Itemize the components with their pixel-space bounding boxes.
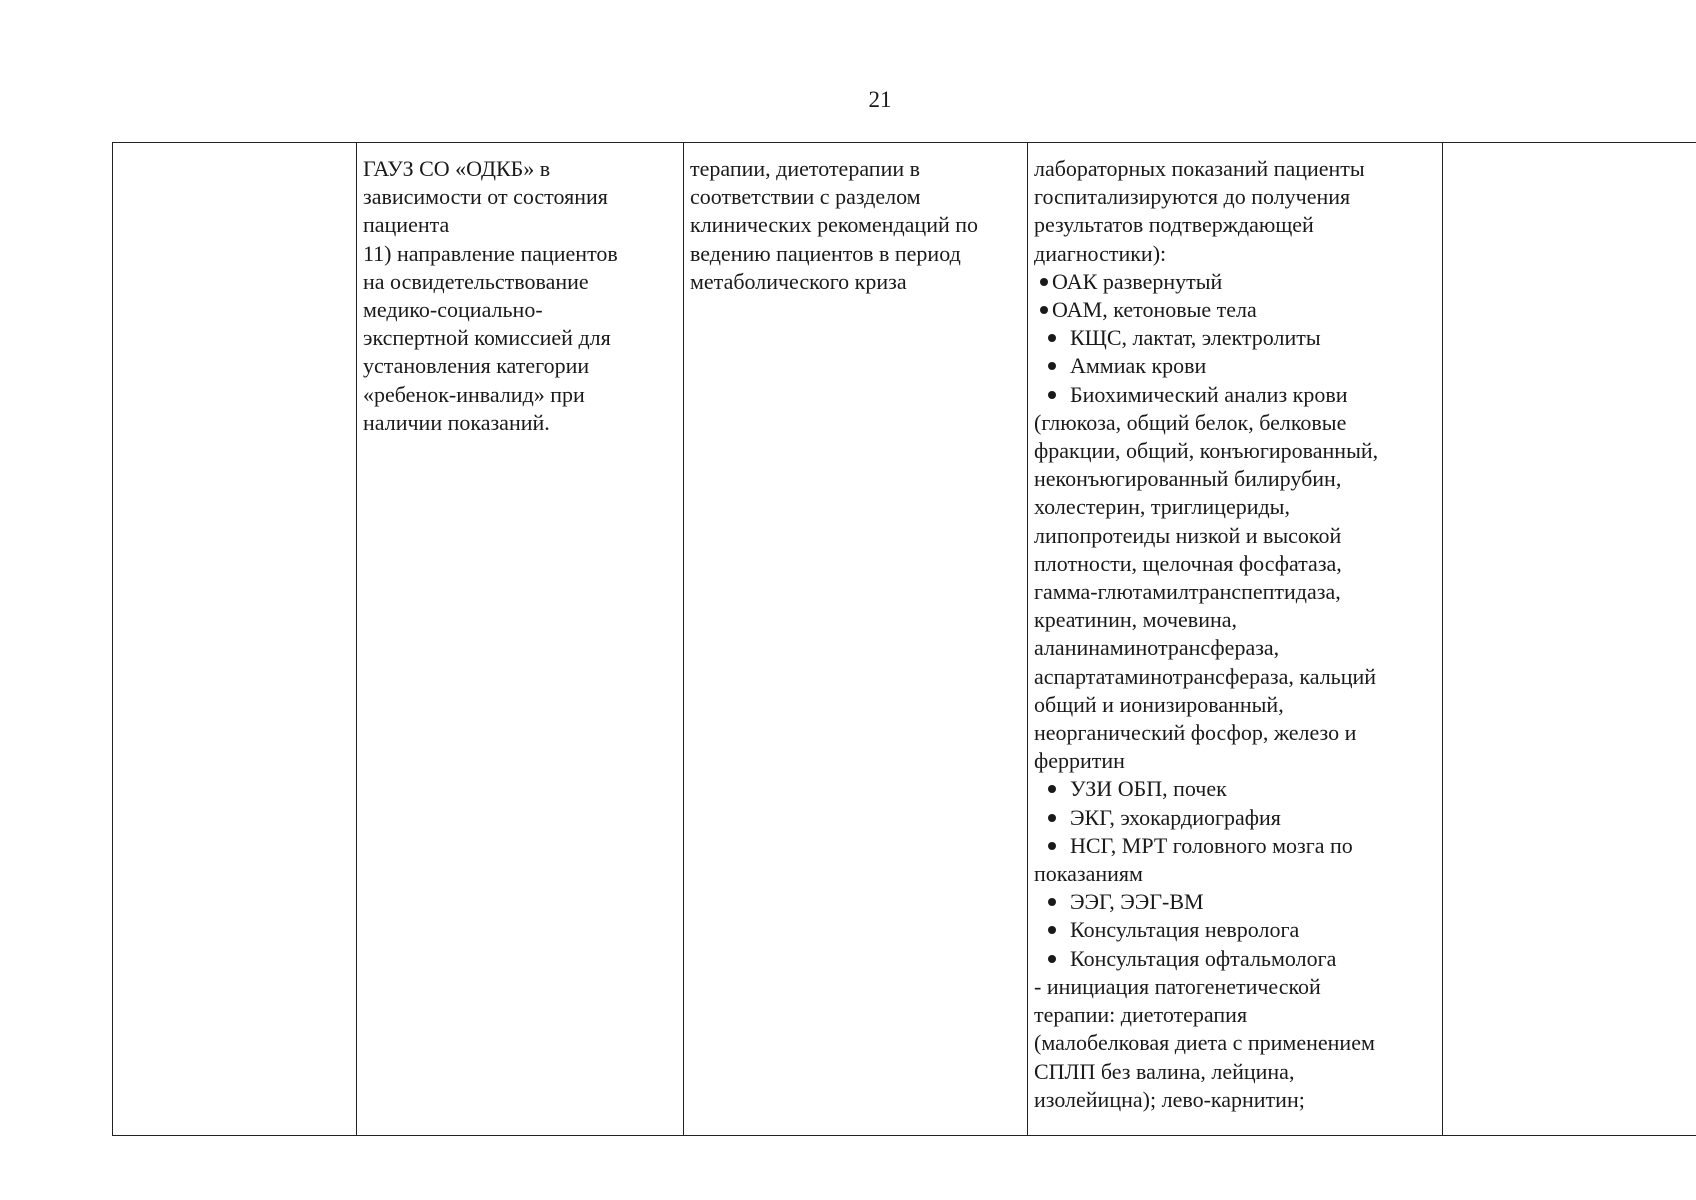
text-line: неконъюгированный билирубин, [1034, 466, 1342, 492]
bullet-icon [1048, 842, 1056, 850]
text-line: клинических рекомендаций по [690, 212, 979, 238]
text-line: (малобелковая диета с применением [1034, 1030, 1375, 1056]
list-item [1034, 804, 1436, 832]
text-line: - инициация патогенетической [1034, 973, 1321, 999]
text-line: терапии, диетотерапии в [690, 156, 921, 181]
text-line: установления категории [363, 353, 590, 379]
bullet-icon [1040, 278, 1048, 286]
list-item-text: Консультация невролога [1070, 917, 1300, 943]
bullet-icon [1040, 306, 1048, 314]
text-line: (глюкоза, общий белок, белковые [1034, 409, 1347, 435]
table-cell-col5 [1443, 143, 1696, 1136]
list-item-text: КЩС, лактат, электролиты [1070, 325, 1321, 351]
table-cell-col1 [113, 143, 357, 1136]
table-cell-col4 [1028, 143, 1443, 1136]
list-item [1034, 832, 1436, 860]
bullet-icon [1048, 785, 1056, 793]
text-line: изолейицна); лево-карнитин; [1034, 1086, 1305, 1112]
list-item-text: УЗИ ОБП, почек [1070, 776, 1227, 802]
text-line: пациента [363, 212, 450, 238]
text-line: фракции, общий, конъюгированный, [1034, 438, 1379, 464]
text-line: креатинин, мочевина, [1034, 607, 1238, 633]
list-item [1034, 324, 1436, 352]
bullet-icon [1048, 334, 1056, 342]
text-line: холестерин, триглицериды, [1034, 494, 1290, 520]
text-line: на освидетельствование [363, 268, 589, 294]
text-line: ферритин [1034, 748, 1125, 774]
text-line: гамма-глютамилтранспептидаза, [1034, 579, 1341, 605]
text-line: «ребенок-инвалид» при [363, 381, 585, 407]
text-line: ГАУЗ СО «ОДКБ» в [363, 156, 551, 181]
table-cell-col3 [684, 143, 1028, 1136]
list-item-text: ОАМ, кетоновые тела [1052, 297, 1257, 323]
list-item-text: Биохимический анализ крови [1070, 381, 1348, 407]
text-line: терапии: диетотерапия [1034, 1002, 1248, 1028]
text-line: аланинаминотрансфераза, [1034, 635, 1280, 661]
list-item-text: Консультация офтальмолога [1070, 945, 1337, 971]
bullet-icon [1048, 362, 1056, 370]
text-line: соответствии с разделом [690, 184, 921, 210]
text-line: госпитализируются до получения [1034, 184, 1351, 210]
list-item-text: ОАК развернутый [1052, 268, 1223, 294]
text-line: липопротеиды низкой и высокой [1034, 522, 1342, 548]
list-item-text: НСГ, МРТ головного мозга по [1070, 832, 1353, 858]
list-item [1034, 381, 1436, 409]
list-item [1034, 888, 1436, 916]
list-item [1034, 296, 1436, 324]
text-line: зависимости от состояния [363, 184, 608, 210]
text-line: аспартатаминотрансфераза, кальций [1034, 663, 1377, 689]
list-item [1034, 352, 1436, 380]
text-line: медико-социально- [363, 297, 543, 323]
text-line: неорганический фосфор, железо и [1034, 720, 1357, 746]
list-item-text: Аммиак крови [1070, 353, 1207, 379]
list-item [1034, 775, 1436, 803]
list-item-text: ЭЭГ, ЭЭГ-ВМ [1070, 889, 1204, 915]
bullet-icon [1048, 814, 1056, 822]
text-line: результатов подтверждающей [1034, 212, 1314, 238]
clinical-table [112, 142, 1696, 1136]
page-number: 21 [868, 87, 892, 112]
bullet-icon [1048, 391, 1056, 399]
bullet-icon [1048, 898, 1056, 906]
bullet-icon [1048, 955, 1056, 963]
text-line: плотности, щелочная фосфатаза, [1034, 550, 1342, 576]
text-line: метаболического криза [690, 268, 907, 294]
text-line: наличии показаний. [363, 409, 550, 435]
text-line: общий и ионизированный, [1034, 691, 1284, 717]
text-line: показаниям [1034, 861, 1143, 887]
list-item [1034, 916, 1436, 944]
table-cell-col2 [357, 143, 684, 1136]
text-line: СПЛП без валина, лейцина, [1034, 1058, 1295, 1084]
text-line: ведению пациентов в период [690, 240, 961, 266]
bullet-icon [1048, 926, 1056, 934]
list-item-text: ЭКГ, эхокардиография [1070, 804, 1281, 830]
text-line: экспертной комиссией для [363, 325, 611, 351]
list-item [1034, 268, 1436, 296]
text-line: диагностики): [1034, 240, 1167, 266]
text-line: лабораторных показаний пациенты [1034, 156, 1365, 181]
list-item [1034, 945, 1436, 973]
text-line: 11) направление пациентов [363, 240, 618, 266]
table-row [113, 143, 1696, 1136]
